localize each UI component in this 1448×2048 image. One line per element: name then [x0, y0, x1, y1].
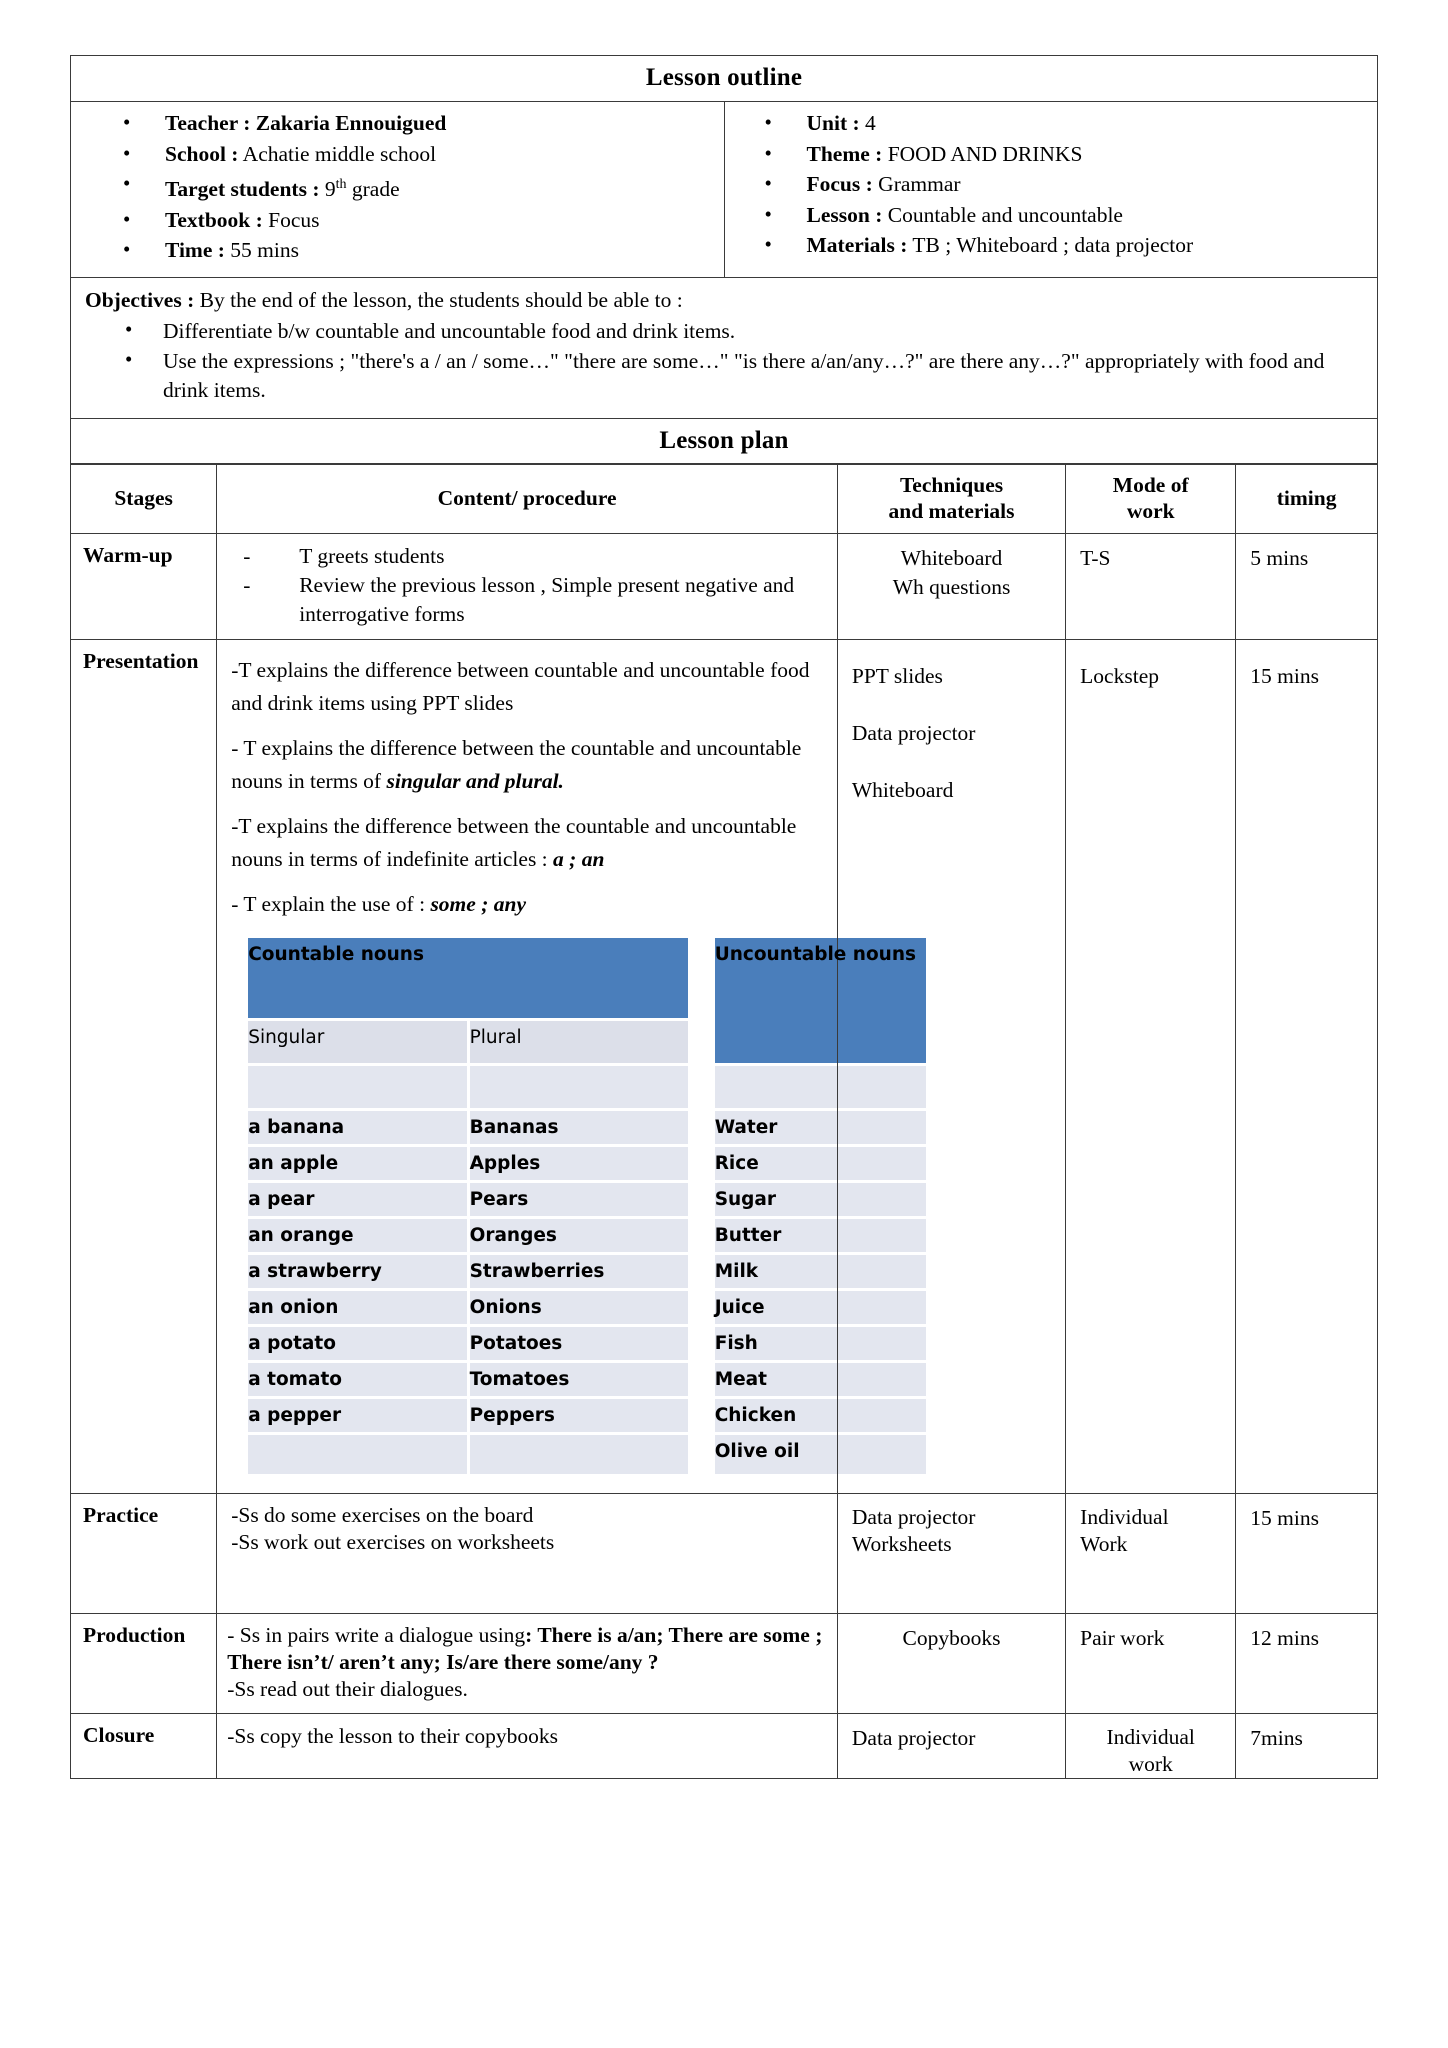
uncountable-item: Olive oil [715, 1435, 927, 1474]
plural-header: Plural [470, 1021, 688, 1063]
dash-marker: - [243, 544, 251, 569]
warmup-text-1: T greets students [299, 544, 445, 569]
table-row [248, 1111, 926, 1144]
warmup-line-2 [243, 571, 827, 629]
objectives-heading [85, 286, 1363, 315]
presentation-emphasis-4: some ; any [430, 892, 526, 917]
uncountable-header: Uncountable nouns [715, 938, 927, 1063]
singular-header: Singular [248, 1021, 466, 1063]
header-mode-line2: work [1126, 499, 1175, 524]
objectives-label: Objectives : [85, 287, 195, 312]
spacer-cell [470, 1066, 688, 1108]
uncountable-item: Chicken [715, 1399, 927, 1432]
technique-item: Whiteboard [851, 778, 954, 803]
singular-item: a tomato [248, 1363, 466, 1396]
table-row-production [71, 1614, 1378, 1714]
table-row [248, 1219, 926, 1252]
outline-item-unit [765, 109, 1378, 139]
warmup-line-1 [243, 542, 827, 571]
header-stages: Stages [71, 464, 217, 534]
technique-item: Worksheets [851, 1532, 952, 1557]
plural-item: Tomatoes [470, 1363, 688, 1396]
nouns-table [245, 935, 929, 1477]
plural-item: Onions [470, 1291, 688, 1324]
table-row [248, 1435, 926, 1474]
technique-item: Whiteboard [900, 546, 1003, 571]
techniques-practice [837, 1494, 1065, 1614]
mode-line2: Work [1080, 1532, 1128, 1557]
table-spacer [691, 1363, 712, 1396]
uncountable-item: Butter [715, 1219, 927, 1252]
outline-item-lesson [765, 201, 1378, 231]
outline-right-list [725, 102, 1378, 272]
materials-value: TB ; Whiteboard ; data projector [912, 233, 1194, 257]
uncountable-item: Fish [715, 1327, 927, 1360]
textbook-label: Textbook : [165, 207, 263, 232]
materials-label: Materials : [806, 233, 908, 257]
mode-presentation: Lockstep [1066, 640, 1236, 1494]
ordinal-suffix: th [335, 177, 347, 192]
stage-production: Production [71, 1614, 217, 1714]
warmup-text-2: Review the previous lesson , Simple present negative and interrogative forms [299, 573, 795, 627]
singular-item: a potato [248, 1327, 466, 1360]
school-label: School : [165, 141, 239, 166]
header-mode-of-work [1066, 464, 1236, 534]
outline-title: Lesson outline [71, 56, 1378, 102]
focus-label: Focus : [806, 172, 873, 196]
countable-header: Countable nouns [248, 938, 688, 1018]
teacher-label: Teacher : [165, 111, 251, 135]
presentation-text-3: -T explains the difference between the countable and uncountable nouns in terms of indefinite articles : [231, 814, 797, 872]
stage-closure: Closure [71, 1714, 217, 1779]
target-students-label: Target students : [165, 177, 320, 202]
singular-item: a pepper [248, 1399, 466, 1432]
plural-item: Pears [470, 1183, 688, 1216]
target-students-grade: grade [346, 177, 400, 202]
uncountable-item: Sugar [715, 1183, 927, 1216]
plural-item: Oranges [470, 1219, 688, 1252]
table-row [248, 1399, 926, 1432]
lesson-value: Countable and uncountable [887, 202, 1123, 227]
mode-practice [1066, 1494, 1236, 1614]
table-spacer [691, 1219, 712, 1252]
timing-presentation: 15 mins [1236, 640, 1378, 1494]
textbook-value: Focus [268, 207, 320, 232]
table-spacer [691, 1111, 712, 1144]
content-warmup [217, 534, 838, 640]
objectives-intro: By the end of the lesson, the students should be able to : [199, 287, 683, 312]
table-spacer [691, 1327, 712, 1360]
header-techniques-line2: and materials [888, 499, 1015, 524]
table-spacer [691, 1291, 712, 1324]
singular-item: a banana [248, 1111, 466, 1144]
lesson-label: Lesson : [806, 202, 883, 227]
outline-item-theme [765, 140, 1378, 170]
outline-item-materials [765, 231, 1378, 261]
techniques-presentation [837, 640, 1065, 1494]
table-row-warmup [71, 534, 1378, 640]
mode-line1: Individual [1106, 1725, 1195, 1750]
timing-practice: 15 mins [1236, 1494, 1378, 1614]
stage-presentation: Presentation [71, 640, 217, 1494]
singular-item: an apple [248, 1147, 466, 1180]
singular-item: an onion [248, 1291, 466, 1324]
plural-item: Strawberries [470, 1255, 688, 1288]
presentation-emphasis-2: singular and plural. [386, 769, 564, 794]
plural-item: Potatoes [470, 1327, 688, 1360]
presentation-text-1: -T explains the difference between countable and uncountable food and drink items using PPT slides [231, 658, 810, 716]
timing-production: 12 mins [1236, 1614, 1378, 1714]
presentation-emphasis-3: a ; an [553, 847, 605, 872]
technique-item: PPT slides [851, 664, 943, 689]
techniques-production: Copybooks [837, 1614, 1065, 1714]
presentation-text-2: - T explains the difference between the countable and uncountable nouns in terms of [231, 736, 802, 794]
table-spacer [691, 938, 712, 1063]
techniques-closure: Data projector [837, 1714, 1065, 1779]
timing-warmup: 5 mins [1236, 534, 1378, 640]
lesson-plan-title: Lesson plan [71, 418, 1378, 464]
time-value: 55 mins [230, 238, 299, 263]
theme-value: FOOD AND DRINKS [887, 141, 1083, 166]
table-row [248, 1147, 926, 1180]
singular-item: an orange [248, 1219, 466, 1252]
content-production [217, 1614, 838, 1714]
table-row [248, 1291, 926, 1324]
focus-value: Grammar [878, 172, 961, 196]
uncountable-item: Rice [715, 1147, 927, 1180]
outline-right-column [724, 102, 1378, 278]
plural-item: Peppers [470, 1399, 688, 1432]
outline-item-teacher [123, 109, 724, 139]
table-row [248, 1183, 926, 1216]
school-value: Achatie middle school [242, 141, 437, 166]
outline-item-textbook [123, 206, 724, 236]
objectives-cell [71, 277, 1378, 418]
header-techniques [837, 464, 1065, 534]
header-content: Content/ procedure [217, 464, 838, 534]
header-timing: timing [1236, 464, 1378, 534]
table-spacer [691, 1147, 712, 1180]
uncountable-item: Water [715, 1111, 927, 1144]
table-row-presentation [71, 640, 1378, 1494]
content-closure: -Ss copy the lesson to their copybooks [217, 1714, 838, 1779]
unit-value: 4 [865, 111, 876, 135]
spacer-cell [248, 1435, 466, 1474]
table-row-closure [71, 1714, 1378, 1779]
header-techniques-line1: Techniques [899, 473, 1004, 498]
objectives-list [85, 317, 1363, 405]
target-students-value: 9 [324, 177, 336, 202]
practice-text-1: -Ss do some exercises on the board [231, 1503, 534, 1528]
technique-item: Data projector [851, 721, 976, 746]
header-mode-line1: Mode of [1112, 473, 1189, 498]
mode-line2: work [1128, 1752, 1173, 1777]
objective-item-2: • Use the expressions ; "there's a / an / some…" "there are some…" "is there a/an/any…?" are there any…?" appropriately with food and drink items. [125, 347, 1363, 405]
plural-item: Apples [470, 1147, 688, 1180]
unit-label: Unit : [806, 111, 860, 135]
table-spacer [691, 1066, 712, 1108]
table-spacer [691, 1183, 712, 1216]
mode-warmup: T-S [1066, 534, 1236, 640]
techniques-warmup [837, 534, 1065, 640]
outline-item-target-students [123, 170, 724, 205]
outline-item-time [123, 236, 724, 266]
theme-label: Theme : [806, 141, 883, 166]
table-row [248, 1255, 926, 1288]
technique-item: Wh questions [892, 575, 1011, 600]
objective-item-1: • Differentiate b/w countable and uncountable food and drink items. [125, 317, 1363, 346]
singular-item: a pear [248, 1183, 466, 1216]
table-row [248, 1327, 926, 1360]
table-row-practice [71, 1494, 1378, 1614]
outline-item-focus [765, 170, 1378, 200]
countable-uncountable-table [245, 935, 929, 1477]
outline-item-school [123, 140, 724, 170]
table-spacer [691, 1435, 712, 1474]
outline-table [70, 55, 1378, 465]
nouns-header-row [248, 938, 926, 1018]
table-header-row [71, 464, 1378, 534]
technique-item: Data projector [851, 1505, 976, 1530]
outline-left-column [71, 102, 725, 278]
singular-item: a strawberry [248, 1255, 466, 1288]
timing-closure: 7mins [1236, 1714, 1378, 1779]
lesson-plan-table [70, 463, 1378, 1779]
spacer-cell [470, 1435, 688, 1474]
uncountable-item: Milk [715, 1255, 927, 1288]
uncountable-item: Juice [715, 1291, 927, 1324]
table-spacer [691, 1399, 712, 1432]
teacher-value: Zakaria Ennouigued [255, 111, 447, 135]
production-text-1: - Ss in pairs write a dialogue using [227, 1623, 526, 1648]
presentation-line-3 [231, 810, 827, 876]
presentation-line-2 [231, 732, 827, 798]
production-structures: : There is a/an; There are some ; There isn’t/ aren’t any; Is/are there some/any ? [227, 1623, 823, 1675]
presentation-text-4: - T explain the use of : [231, 892, 431, 917]
mode-production: Pair work [1066, 1614, 1236, 1714]
mode-closure [1066, 1714, 1236, 1779]
nouns-gap-row [248, 1066, 926, 1108]
dash-marker: - [243, 573, 251, 598]
lesson-plan-document [70, 55, 1378, 1779]
time-label: Time : [165, 238, 225, 263]
uncountable-item: Meat [715, 1363, 927, 1396]
presentation-line-1 [231, 654, 827, 720]
mode-line1: Individual [1080, 1505, 1169, 1530]
outline-left-list [71, 102, 724, 277]
spacer-cell [248, 1066, 466, 1108]
content-practice [217, 1494, 838, 1614]
stage-practice: Practice [71, 1494, 217, 1614]
presentation-line-4 [231, 888, 827, 921]
plural-item: Bananas [470, 1111, 688, 1144]
table-row [248, 1363, 926, 1396]
stage-warmup: Warm-up [71, 534, 217, 640]
production-line-1 [227, 1622, 827, 1676]
practice-text-2: -Ss work out exercises on worksheets [231, 1530, 555, 1555]
table-spacer [691, 1255, 712, 1288]
production-text-2: -Ss read out their dialogues. [227, 1677, 468, 1702]
